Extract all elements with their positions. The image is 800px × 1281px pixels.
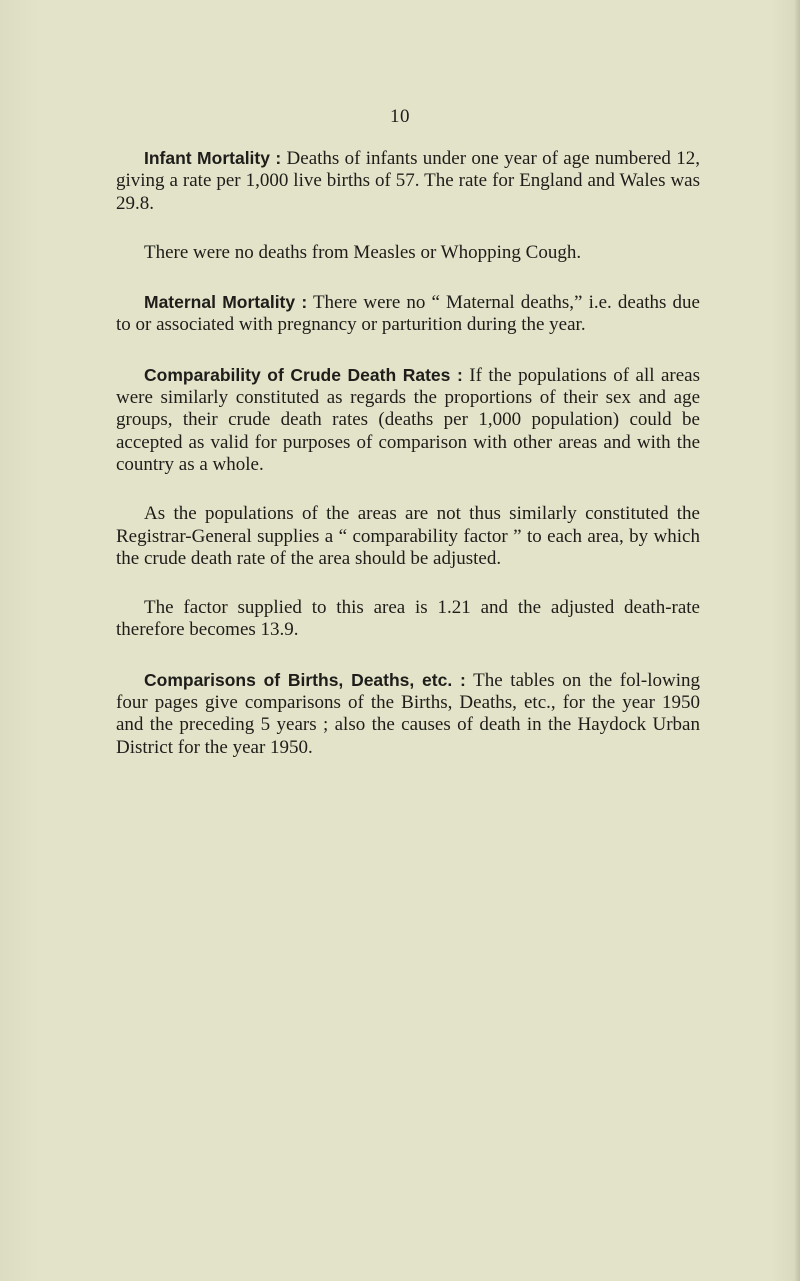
paragraph-comparability — [116, 364, 700, 476]
heading-comparisons: Comparisons of Births, Deaths, etc. : — [144, 669, 466, 690]
text-populations: As the populations of the areas are not thus similarly constituted the Registrar-General supplies a “ comparability factor ” to each area, by which the crude death rate of the area should be adjusted. — [116, 503, 700, 569]
heading-infant-mortality: Infant Mortality : — [144, 148, 282, 168]
paragraph-measles — [116, 242, 700, 264]
text-comparisons: The tables on the fol-lowing four pages give comparisons of the Births, Deaths, etc., for the year 1950 and the preceding 5 years ; also the causes of death in the Haydock Urban District for the year 1950. — [116, 669, 701, 758]
heading-comparability: Comparability of Crude Death Rates : — [144, 364, 463, 385]
paragraph-populations — [116, 503, 700, 570]
text-measles: There were no deaths from Measles or Whopping Cough. — [144, 241, 582, 263]
document-body — [116, 147, 700, 786]
page-number: 10 — [390, 106, 410, 127]
heading-maternal-mortality: Maternal Mortality : — [144, 292, 308, 313]
text-comparability: If the populations of all areas were similarly constituted as regards the proportions of their sex and age groups, their crude death rates (deaths per 1,000 population) could be accepted as valid for purposes of comparison with other areas and with the country as a whole. — [116, 364, 700, 475]
paragraph-maternal-mortality — [116, 291, 700, 337]
text-factor: The factor supplied to this area is 1.21 and the adjusted death-rate therefore becomes 13.9. — [116, 597, 700, 641]
paragraph-infant-mortality — [116, 147, 700, 215]
paragraph-factor — [116, 597, 700, 642]
page-edge-shadow — [794, 0, 800, 1281]
text-infant-mortality: Deaths of infants under one year of age numbered 12, giving a rate per 1,000 live births of 57. The rate for England and Wales was 29.8. — [116, 148, 700, 214]
text-maternal-mortality: There were no “ Maternal deaths,” i.e. deaths due to or associated with pregnancy or parturition during the year. — [116, 292, 700, 336]
paragraph-comparisons — [116, 669, 700, 759]
